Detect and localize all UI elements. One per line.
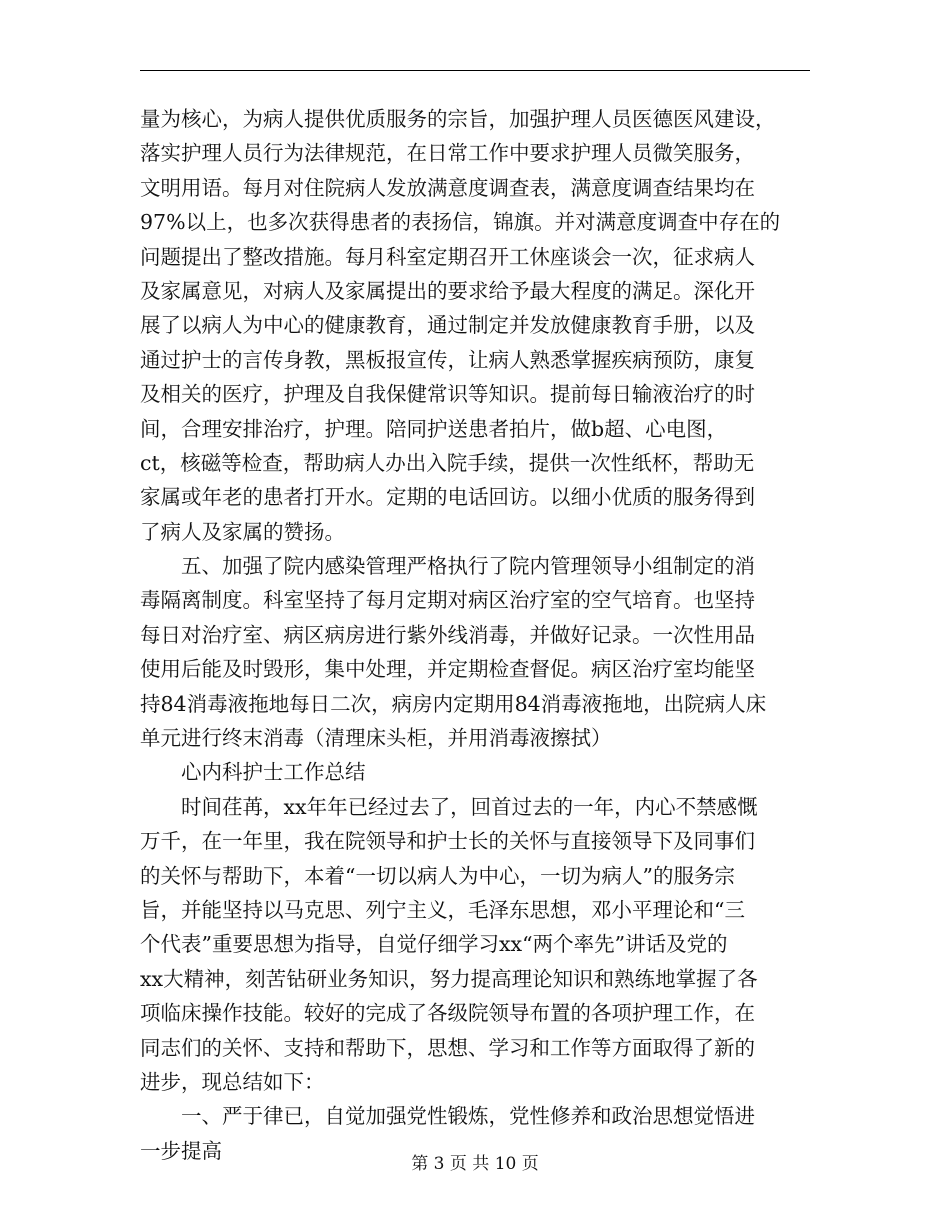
text-line: 同志们的关怀、支持和帮助下，思想、学习和工作等方面取得了新的 (140, 1035, 755, 1060)
article-title: 心内科护士工作总结 (140, 760, 366, 785)
text-line: 家属或年老的患者打开水。定期的电话回访。以细小优质的服务得到 (140, 485, 755, 510)
text-line: 旨，并能坚持以马克思、列宁主义，毛泽东思想，邓小平理论和“三 (140, 897, 745, 922)
text-line: 个代表”重要思想为指导，自觉仔细学习xx“两个率先”讲话及党的 (140, 932, 728, 957)
text-line: xx大精神，刻苦钻研业务知识，努力提高理论知识和熟练地掌握了各 (140, 966, 758, 991)
text-line: 项临床操作技能。较好的完成了各级院领导布置的各项护理工作，在 (140, 1001, 755, 1026)
text-line: 通过护士的言传身教，黑板报宣传，让病人熟悉掌握疾病预防，康复 (140, 347, 755, 372)
text-line: 每日对治疗室、病区病房进行紫外线消毒，并做好记录。一次性用品 (140, 622, 755, 647)
page-number-footer: 第 3 页 共 10 页 (411, 1154, 539, 1174)
text-line: 单元进行终末消毒（清理床头柜，并用消毒液擦拭） (140, 726, 612, 751)
document-body (140, 102, 812, 1168)
text-line: 进步，现总结如下： (140, 1069, 325, 1094)
text-line: 一步提高 (140, 1138, 222, 1163)
text-line: 间，合理安排治疗，护理。陪同护送患者拍片，做b超、心电图， (140, 416, 728, 441)
text-line: 毒隔离制度。科室坚持了每月定期对病区治疗室的空气培育。也坚持 (140, 588, 755, 613)
text-line: 问题提出了整改措施。每月科室定期召开工休座谈会一次，征求病人 (140, 244, 755, 269)
text-line: 97%以上，也多次获得患者的表扬信，锦旗。并对满意度调查中存在的 (140, 210, 781, 235)
text-line: 的关怀与帮助下，本着“一切以病人为中心，一切为病人”的服务宗 (140, 863, 735, 888)
text-line: 展了以病人为中心的健康教育，通过制定并发放健康教育手册，以及 (140, 313, 755, 338)
text-line: 了病人及家属的赞扬。 (140, 519, 345, 544)
section-five-heading-line: 五、加强了院内感染管理严格执行了院内管理领导小组制定的消 (140, 554, 755, 579)
text-line: 时间荏苒，xx年年已经过去了，回首过去的一年，内心不禁感慨 (140, 794, 758, 819)
text-line: 落实护理人员行为法律规范，在日常工作中要求护理人员微笑服务， (140, 141, 755, 166)
text-line: 及家属意见，对病人及家属提出的要求给予最大程度的满足。深化开 (140, 278, 755, 303)
text-line: 使用后能及时毁形，集中处理，并定期检查督促。病区治疗室均能坚 (140, 657, 755, 682)
text-line: 文明用语。每月对住院病人发放满意度调查表，满意度调查结果均在 (140, 175, 755, 200)
text-line: 持84消毒液拖地每日二次，病房内定期用84消毒液拖地，出院病人床 (140, 691, 767, 716)
text-line: 量为核心，为病人提供优质服务的宗旨，加强护理人员医德医风建设， (140, 107, 776, 131)
header-rule (140, 70, 810, 71)
text-line: ct，核磁等检查，帮助病人办出入院手续，提供一次性纸杯，帮助无 (140, 450, 755, 475)
text-line: 及相关的医疗，护理及自我保健常识等知识。提前每日输液治疗的时 (140, 382, 755, 407)
section-one-heading-line: 一、严于律已，自觉加强党性锻炼，党性修养和政治思想觉悟进 (140, 1104, 755, 1129)
text-line: 万千，在一年里，我在院领导和护士长的关怀与直接领导下及同事们 (140, 829, 755, 854)
